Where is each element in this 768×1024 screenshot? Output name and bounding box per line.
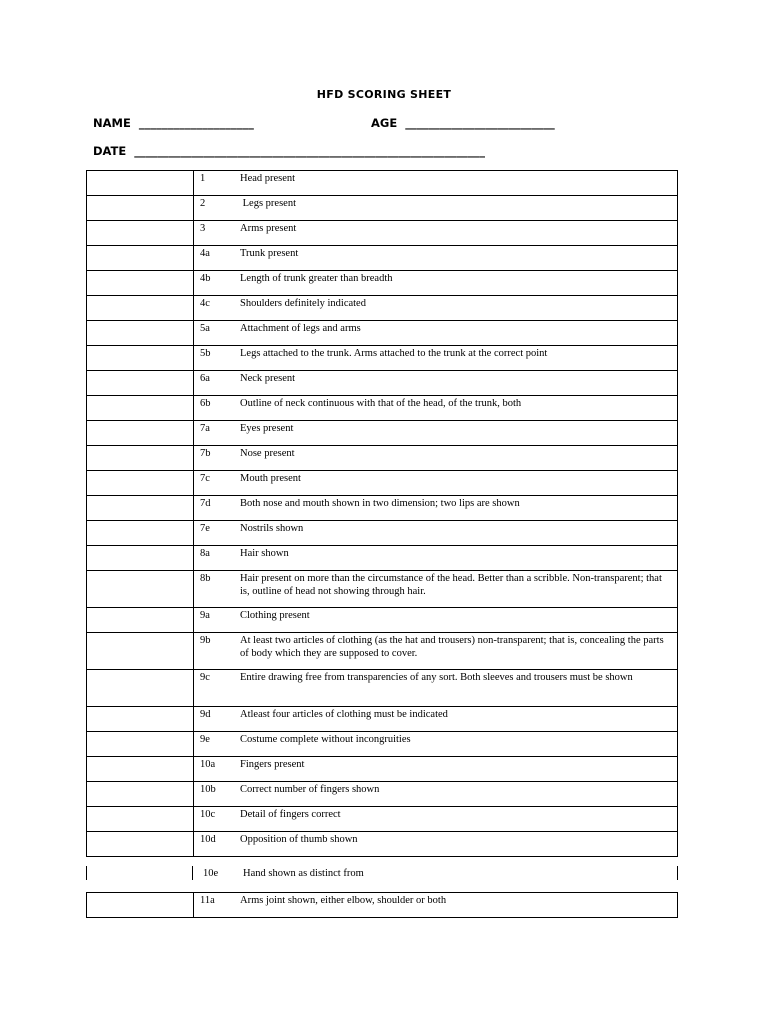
item-text: Trunk present [240, 248, 299, 259]
item-cell [194, 371, 678, 396]
table-row [87, 396, 678, 421]
score-cell[interactable] [87, 396, 194, 421]
score-cell[interactable] [87, 171, 194, 196]
score-cell[interactable] [87, 496, 194, 521]
table-row [87, 633, 678, 670]
item-text: Shoulders definitely indicated [240, 298, 366, 309]
table-row [87, 807, 678, 832]
item-cell [194, 832, 678, 857]
item-text: Legs attached to the trunk. Arms attached to the trunk at the correct point [240, 348, 548, 359]
scoring-table-body [87, 171, 678, 857]
table-row [87, 296, 678, 321]
item-cell [194, 196, 678, 221]
partial-row-right-border [677, 866, 678, 880]
item-text: Nose present [240, 448, 295, 459]
name-blank-line[interactable]: ____________________ [138, 116, 254, 130]
table-row [87, 371, 678, 396]
item-cell [194, 782, 678, 807]
table-row [87, 446, 678, 471]
table-row [87, 608, 678, 633]
score-cell[interactable] [87, 571, 194, 608]
score-cell[interactable] [87, 246, 194, 271]
item-text: Atleast four articles of clothing must be indicated [240, 709, 448, 720]
item-text: Fingers present [240, 759, 305, 770]
item-text: Nostrils shown [240, 523, 304, 534]
table-row [87, 171, 678, 196]
item-number: 4b [200, 273, 211, 284]
item-number: 7b [200, 448, 211, 459]
score-cell[interactable] [87, 782, 194, 807]
item-cell [194, 807, 678, 832]
score-cell[interactable] [87, 446, 194, 471]
item-text: Arms present [240, 223, 297, 234]
score-cell[interactable] [87, 321, 194, 346]
item-cell [194, 571, 678, 608]
item-number: 4a [200, 248, 210, 259]
item-cell [194, 346, 678, 371]
score-cell[interactable] [87, 521, 194, 546]
item-number: 5b [200, 348, 211, 359]
score-cell[interactable] [87, 832, 194, 857]
score-cell[interactable] [87, 196, 194, 221]
partial-row-divider [192, 866, 193, 880]
date-label: DATE [93, 144, 127, 158]
item-cell [194, 446, 678, 471]
item-text: Legs present [240, 198, 296, 209]
item-cell [194, 893, 678, 918]
score-cell[interactable] [87, 732, 194, 757]
table-row [87, 832, 678, 857]
partial-row-left-border [86, 866, 87, 880]
date-blank-line[interactable]: _____________________________________________________________ [134, 144, 486, 158]
item-text: Outline of neck continuous with that of the head, of the trunk, both [240, 398, 522, 409]
item-cell [194, 396, 678, 421]
score-cell[interactable] [87, 608, 194, 633]
age-label: AGE [371, 116, 398, 130]
item-text: Entire drawing free from transparencies of any sort. Both sleeves and trousers must be shown [240, 672, 633, 683]
item-text: Eyes present [240, 423, 294, 434]
item-cell [194, 757, 678, 782]
age-blank-line[interactable]: __________________________ [405, 116, 555, 130]
item-text: Head present [240, 173, 296, 184]
name-field[interactable] [93, 116, 254, 130]
item-number: 9a [200, 610, 210, 621]
item-number: 10c [200, 809, 216, 820]
item-text: Attachment of legs and arms [240, 323, 361, 334]
item-cell [194, 670, 678, 707]
item-text: Both nose and mouth shown in two dimension; two lips are shown [240, 498, 520, 509]
item-number: 1 [200, 173, 206, 184]
table-row [87, 421, 678, 446]
item-text: Correct number of fingers shown [240, 784, 380, 795]
table-row [87, 732, 678, 757]
item-number: 8a [200, 548, 210, 559]
item-text: Clothing present [240, 610, 310, 621]
item-cell [194, 732, 678, 757]
item-text: Neck present [240, 373, 296, 384]
item-cell [194, 496, 678, 521]
item-text: Costume complete without incongruities [240, 734, 411, 745]
item-number: 9b [200, 635, 211, 646]
item-number: 9c [200, 672, 210, 683]
item-number: 8b [200, 573, 211, 584]
item-cell [194, 271, 678, 296]
age-field[interactable] [371, 116, 555, 130]
score-cell[interactable] [87, 421, 194, 446]
item-text: Hair present on more than the circumstance of the head. Better than a scribble. Non-transparent; that is, outline of head not showing through hair. [240, 573, 665, 597]
item-number: 7e [200, 523, 210, 534]
score-cell[interactable] [87, 371, 194, 396]
item-cell [194, 321, 678, 346]
item-text: Length of trunk greater than breadth [240, 273, 393, 284]
sheet-title: HFD SCORING SHEET [316, 88, 452, 101]
item-number: 11a [200, 895, 215, 906]
item-number: 4c [200, 298, 210, 309]
table-row [87, 521, 678, 546]
item-text: At least two articles of clothing (as the hat and trousers) non-transparent; that is, concealing the parts of body which they are supposed to cover. [240, 635, 667, 659]
score-cell[interactable] [87, 757, 194, 782]
item-cell [194, 546, 678, 571]
score-cell[interactable] [87, 633, 194, 670]
table-row [87, 546, 678, 571]
score-cell[interactable] [87, 807, 194, 832]
table-row [87, 757, 678, 782]
item-cell [194, 246, 678, 271]
item-number: 9d [200, 709, 211, 720]
table-row [87, 271, 678, 296]
score-cell[interactable] [87, 670, 194, 707]
item-number: 9e [200, 734, 210, 745]
item-number: 7a [200, 423, 210, 434]
item-number: 5a [200, 323, 210, 334]
item-text: Hand shown as distinct from [243, 868, 364, 879]
item-number: 6b [200, 398, 211, 409]
score-cell[interactable] [87, 893, 194, 918]
item-cell [194, 633, 678, 670]
item-number: 7c [200, 473, 210, 484]
score-cell[interactable] [87, 296, 194, 321]
table-row [87, 496, 678, 521]
item-number: 2 [200, 198, 206, 209]
table-row [87, 893, 678, 918]
item-number: 10e [203, 868, 219, 879]
item-cell [194, 421, 678, 446]
table-row [87, 707, 678, 732]
item-cell [194, 171, 678, 196]
table-row [87, 346, 678, 371]
item-number: 10b [200, 784, 216, 795]
table-row [87, 670, 678, 707]
date-field[interactable] [93, 144, 485, 158]
scoring-table [86, 170, 678, 857]
score-cell[interactable] [87, 707, 194, 732]
table-row [87, 196, 678, 221]
item-text: Detail of fingers correct [240, 809, 341, 820]
item-cell [194, 221, 678, 246]
item-number: 10d [200, 834, 216, 845]
item-text: Opposition of thumb shown [240, 834, 358, 845]
item-number: 3 [200, 223, 206, 234]
item-cell [194, 608, 678, 633]
item-text: Arms joint shown, either elbow, shoulder or both [240, 895, 447, 906]
name-label: NAME [93, 116, 131, 130]
item-number: 6a [200, 373, 210, 384]
score-cell[interactable] [87, 471, 194, 496]
table-row [87, 571, 678, 608]
item-cell [194, 521, 678, 546]
item-number: 7d [200, 498, 211, 509]
table-row [87, 321, 678, 346]
item-cell [194, 471, 678, 496]
table-row [87, 782, 678, 807]
item-cell [194, 296, 678, 321]
partial-table-row [86, 866, 678, 880]
item-text: Hair shown [240, 548, 289, 559]
score-cell[interactable] [87, 546, 194, 571]
item-number: 10a [200, 759, 216, 770]
score-cell[interactable] [87, 346, 194, 371]
score-cell[interactable] [87, 221, 194, 246]
table-row [87, 246, 678, 271]
item-cell [194, 707, 678, 732]
item-text: Mouth present [240, 473, 301, 484]
table-row [87, 471, 678, 496]
scoring-table-continued [86, 892, 678, 918]
score-cell[interactable] [87, 271, 194, 296]
table-row [87, 221, 678, 246]
